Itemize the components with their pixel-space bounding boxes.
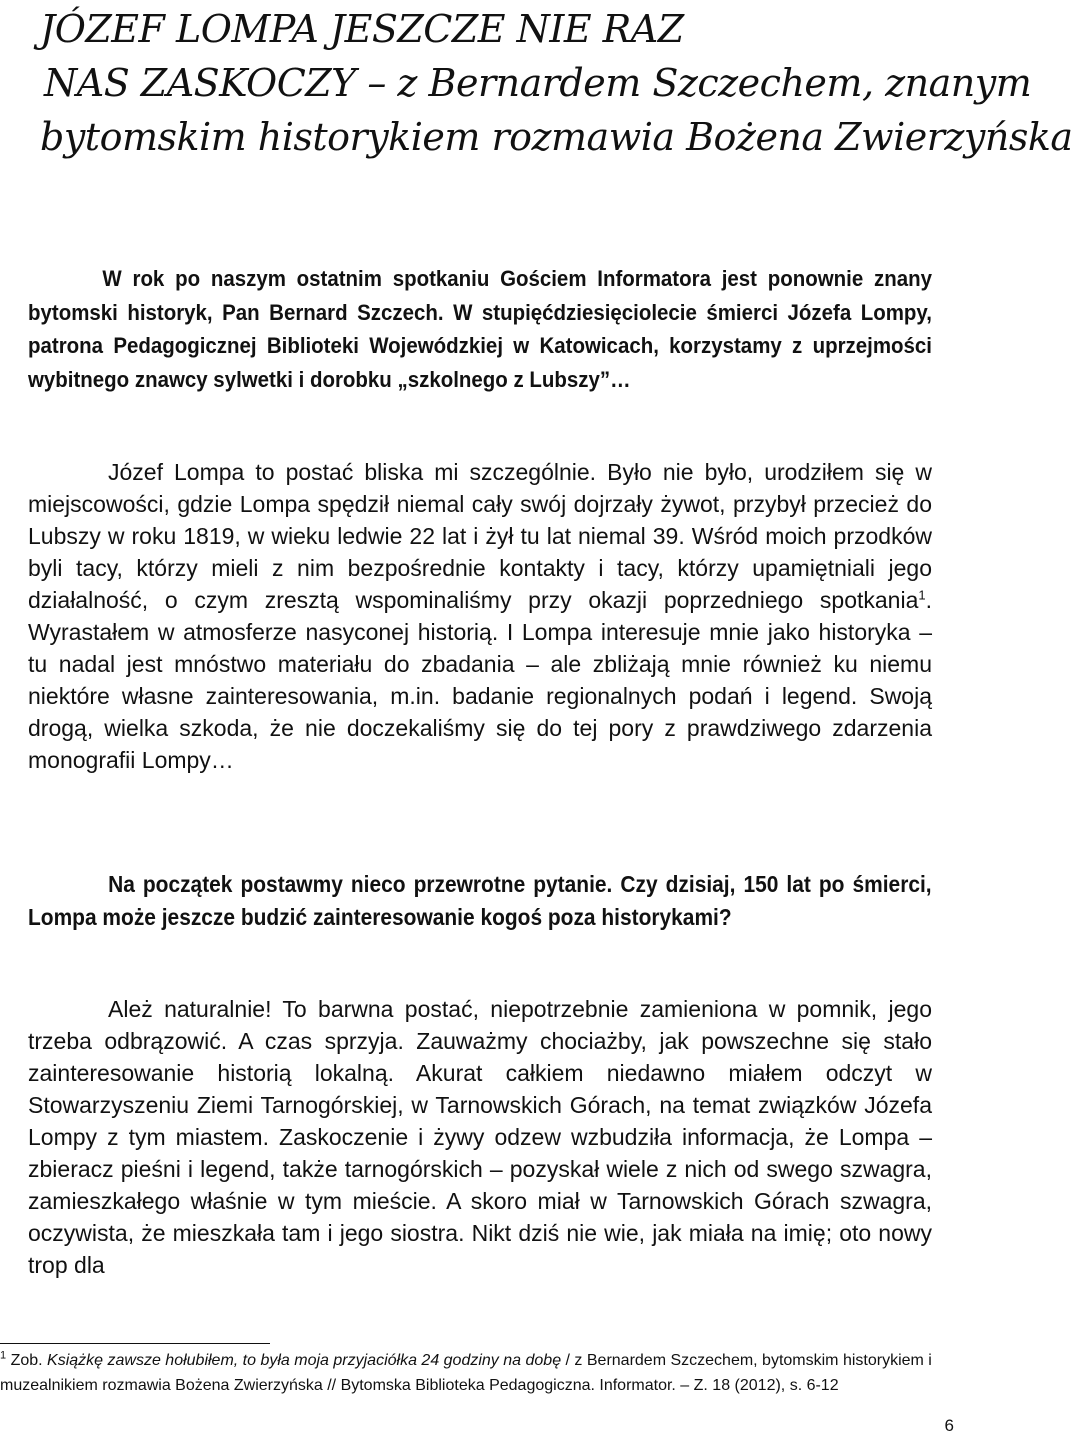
page-number: 6 bbox=[944, 1416, 954, 1435]
footnote-separator bbox=[0, 1343, 270, 1344]
title-line-2: NAS ZASKOCZY – z Bernardem Szczechem, znanym bbox=[44, 61, 1032, 105]
footnote-cited-title: Książkę zawsze hołubiłem, to była moja przyjaciółka 24 godziny na dobę bbox=[47, 1352, 562, 1369]
question-text: Na początek postawmy nieco przewrotne pytanie. Czy dzisiaj, 150 lat po śmierci, Lompa może jeszcze budzić zainteresowanie kogoś poza historykami? bbox=[28, 871, 932, 930]
answer-1-text-a: Józef Lompa to postać bliska mi szczególnie. Było nie było, urodziłem się w miejscowości, gdzie Lompa spędził niemal cały swój dojrzały żywot, przybył przecież do Lubszy w roku 1819, w wieku ledwie 22 lat i żył tu lat niemal 39. Wśród moich przodków byli tacy, którzy mieli z nim bezpośrednie kontakty i tacy, którzy upamiętniali jego działalność, o czym zresztą wspominaliśmy przy okazji poprzedniego spotkania bbox=[28, 459, 932, 613]
footnote-citation: / z Bernardem Szczechem, bytomskim historykiem i muzealnikiem rozmawia Bożena Zwierzyńska // Bytomska Biblioteka Pedagogiczna. Informator. – Z. 18 (2012), s. 6-12 bbox=[0, 1352, 932, 1394]
lead-text: W rok po naszym ostatnim spotkaniu Gościem Informatora jest ponownie znany bytomski historyk, Pan Bernard Szczech. W stupięćdziesięciolecie śmierci Józefa Lompy, patrona Pedagogicznej Biblioteki Wojewódzkiej w Katowicach, korzystamy z uprzejmości wybitnego znawcy sylwetki i dorobku „szkolnego z Lubszy”… bbox=[28, 266, 932, 392]
answer-paragraph-2 bbox=[28, 993, 932, 1281]
answer-2-text: Ależ naturalnie! To barwna postać, niepotrzebnie zamieniona w pomnik, jego trzeba odbrązowić. A czas sprzyja. Zauważmy chociażby, jak powszechne się stało zainteresowanie historią lokalną. Akurat całkiem niedawno miałem odczyt w Stowarzyszeniu Ziemi Tarnogórskiej, w Tarnowskich Górach, na temat związków Józefa Lompy z tym miastem. Zaskoczenie i żywy odzew wzbudziła informacja, że Lompa – zbieracz pieśni i legend, także tarnogórskich – pozyskał wiele z nich od swego szwagra, zamieszkałego właśnie w tym mieście. A skoro miał w Tarnowskich Górach szwagra, oczywista, że mieszkała tam i jego siostra. Nikt dziś nie wie, jak miała na imię; oto nowy trop dla bbox=[28, 996, 932, 1278]
footnote-prefix: Zob. bbox=[6, 1352, 48, 1369]
lead-paragraph bbox=[28, 262, 932, 396]
title-line-1: JÓZEF LOMPA JESZCZE NIE RAZ bbox=[40, 7, 684, 51]
footnote-number: 1 bbox=[0, 1349, 7, 1362]
answer-1-text-b: . Wyrastałem w atmosferze nasyconej historią. I Lompa interesuje mnie jako historyka – tu nadal jest mnóstwo materiału do zbadania – ale zbliżają mnie również ku niemu niektóre własne zainteresowania, m.in. badanie regionalnych podań i legend. Swoją drogą, wielka szkoda, że nie doczekaliśmy się do tej pory z prawdziwego zdarzenia monografii Lompy… bbox=[28, 587, 932, 773]
title-line-3: bytomskim historykiem rozmawia Bożena Zwierzyńska bbox=[40, 115, 1073, 159]
footnote-reference[interactable]: 1 bbox=[918, 587, 926, 603]
question-paragraph bbox=[28, 868, 932, 934]
answer-paragraph-1 bbox=[28, 456, 932, 776]
footnote bbox=[0, 1349, 950, 1398]
